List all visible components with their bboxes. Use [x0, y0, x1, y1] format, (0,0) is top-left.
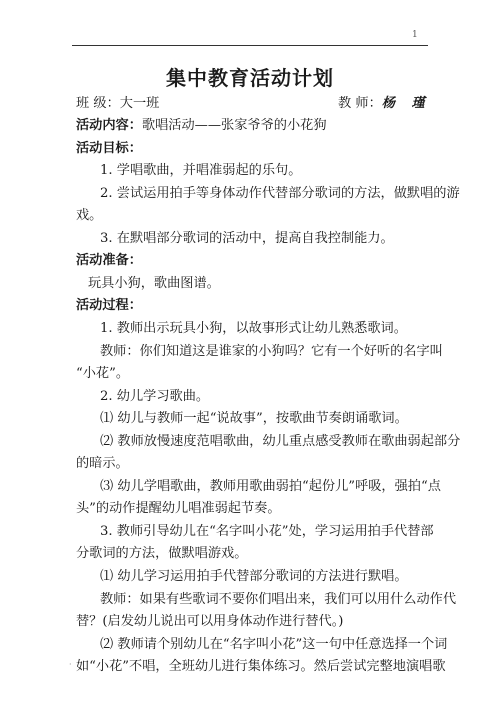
body-line	[100, 565, 460, 584]
teacher-signature: 杨 瑾	[381, 96, 431, 111]
line-text: 如“小花”不唱，全班幼儿进行集体练习。然后尝试完整地演唱歌	[76, 659, 446, 675]
line-text: 戏。	[76, 208, 103, 224]
body-line	[76, 497, 436, 516]
body-line	[100, 385, 460, 404]
body-line	[100, 475, 460, 494]
body-line	[76, 204, 436, 223]
line-text: 头”的动作提醒幼儿唱准弱起节奏。	[76, 501, 281, 517]
body-line	[88, 272, 448, 291]
body-line	[100, 227, 460, 246]
body-line	[100, 633, 460, 652]
body-line	[100, 159, 460, 178]
body-line	[76, 542, 436, 561]
teacher-line	[338, 92, 431, 111]
line-text: 的暗示。	[76, 456, 129, 472]
body-line	[100, 407, 460, 426]
heading-text: 活动过程：	[76, 298, 142, 314]
line-text: 3. 教师引导幼儿在“名字叫小花”处，学习运用拍手代替部	[100, 523, 434, 539]
corner-mark: ·	[69, 660, 72, 669]
body-line	[76, 610, 436, 629]
line-text: 2. 尝试运用拍手等身体动作代替部分歌词的方法，做默唱的游	[100, 185, 460, 201]
line-text: 2. 幼儿学习歌曲。	[100, 388, 210, 404]
class-line: 班 级：大一班	[76, 96, 160, 111]
body-line	[100, 430, 460, 449]
page-number: 1	[412, 30, 418, 40]
body-line	[100, 340, 460, 359]
body-line	[100, 520, 460, 539]
heading-text: 活动准备：	[76, 253, 142, 269]
section-heading	[76, 249, 436, 268]
line-text: ⑶ 幼儿学唱歌曲，教师用歌曲弱拍“起份儿”呼吸，强拍“点	[100, 478, 441, 494]
body-line	[100, 588, 460, 607]
heading-text: 活动内容：	[76, 118, 142, 133]
line-text: ⑵ 教师放慢速度范唱歌曲，幼儿重点感受教师在歌曲弱起部分	[100, 433, 461, 449]
body-line	[76, 452, 436, 471]
line-text: “小花”。	[76, 366, 130, 382]
line-text: 1. 教师出示玩具小狗，以故事形式让幼儿熟悉歌词。	[100, 320, 407, 336]
line-text: 教师：如果有些歌词不要你们唱出来，我们可以用什么动作代	[100, 591, 457, 607]
heading-text: 活动目标：	[76, 140, 142, 156]
teacher-label: 教 师：	[338, 96, 382, 111]
line-text: ⑴ 幼儿与教师一起“说故事”，按歌曲节奏朗诵歌词。	[100, 411, 408, 427]
body-line	[76, 655, 446, 675]
section-heading	[76, 114, 436, 133]
body-line	[100, 317, 460, 336]
line-tail-text: 歌唱活动——张家爷爷的小花狗	[141, 118, 327, 133]
body-line	[76, 362, 436, 381]
line-text: 玩具小狗，歌曲图谱。	[88, 275, 220, 291]
section-heading	[76, 294, 436, 313]
header-rule	[72, 45, 428, 46]
section-heading	[76, 137, 436, 156]
line-text: ⑴ 幼儿学习运用拍手代替部分歌词的方法进行默唱。	[100, 569, 408, 584]
document-title: 集中教育活动计划	[166, 66, 334, 90]
line-text: 分歌词的方法，做默唱游戏。	[76, 546, 248, 562]
line-text: ⑵ 教师请个别幼儿在“名字叫小花”这一句中任意选择一个词	[100, 636, 448, 652]
line-text: 3. 在默唱部分歌词的活动中，提高自我控制能力。	[100, 230, 394, 246]
line-text: 替？(启发幼儿说出可以用身体动作进行替代。)	[76, 614, 344, 630]
line-text: 1. 学唱歌曲，并唱准弱起的乐句。	[100, 163, 302, 179]
line-text: 教师：你们知道这是谁家的小狗吗？它有一个好听的名字叫	[100, 343, 443, 359]
body-line	[100, 182, 460, 201]
